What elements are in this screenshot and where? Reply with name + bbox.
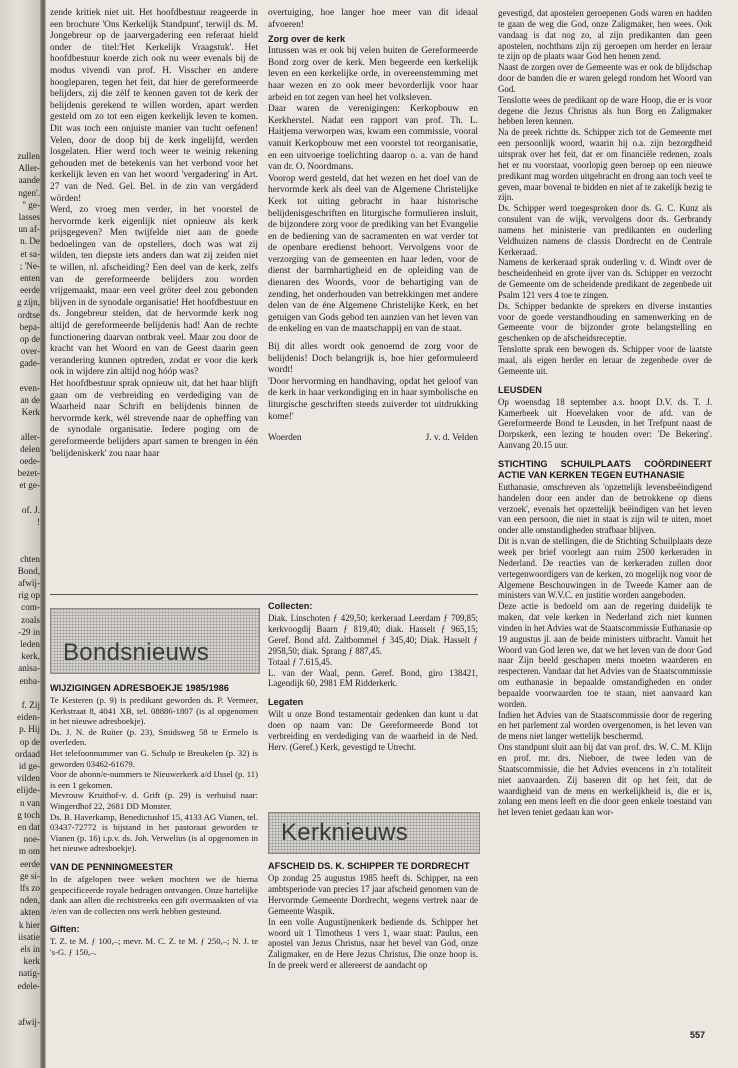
gutter-text-line: ; 'Ne- — [19, 260, 40, 271]
gutter-text-line — [0, 687, 40, 699]
col2-paragraph: Intussen was er ook bij velen buiten de Gereformeerde Bond zorg over de kerk. Men begeerde een kerkelijk leven en een kerkelijke orde, in overeenstemming met haar wezen en zo ook meer bevorderlijk voor haar arbeid en tot zegen van heel het volksleven. — [268, 46, 478, 103]
gutter-text-line: an de — [20, 395, 40, 405]
penningmeester-text: In de afgelopen twee weken mochten we de hierna gespecificeerde royale bedragen ontvangen. Onze hartelijke dank aan allen die rechtstreeks een gift overmaakten of via /e/en van de collecten ons werk hebben gesteund. — [50, 873, 258, 916]
gutter-text-line: aller- — [20, 431, 40, 442]
kerknieuws-section — [268, 858, 478, 1028]
gutter-text-line: natig- — [18, 968, 40, 979]
column-3-article — [498, 8, 712, 1026]
signature-author: J. v. d. Velden — [425, 433, 478, 444]
gutter-text-line: vilden — [17, 773, 40, 784]
gutter-text-line: ge si- — [19, 870, 40, 881]
section-divider — [50, 594, 478, 595]
col3-paragraph: Na de preek richtte ds. Schipper zich tot de Gemeente met een persoonlijk woord, waarin hij o.a. zijn bezorgdheid uitsprak over het feit, dat er om financiële redenen, zoals het er nu voorstaat, voorlopig geen beroep op een nieuwe predikant mag worden uitgebracht en drong aan toch veel te geven, maar bovenal te bidden en niet af te zakelijk bezig te zijn. — [498, 127, 712, 203]
gutter-text-line: even- — [19, 382, 40, 393]
gutter-text-line: enba- — [19, 675, 40, 686]
leusden-heading: LEUSDEN — [498, 384, 542, 395]
gutter-text-line — [0, 1004, 40, 1016]
col1-paragraph: Werd, zo vroeg men verder, in het voorstel de hervormde kerk eigenlijk niet opnieuw als kerk prijsgegeven? Men twijfelde niet aan de goede bedoelingen van de opstellers, doch was wat zij wilden, ten diepste iets anders dan wat zij zeiden niet te willen, nl. afscheiding? Een deel van de kerk, zelfs van de gereformeerde belijders zou worden vrijgemaakt, maar een veel gröter deel zou gebonden blijven in de synodale organisatie! Het hoofdbestuur en ds. Jongebreur stelden, dat de hervormde kerk nog altijd de gereformeerde belijdenis had! Aan de rechte functionering daarvan ontbrak veel. Maar zou door de kracht van het Woord en van de Geest daarin geen verandering kunnen optreden, zodat er voor die kerk ook in wijdere zin altijd nog hóóp was? — [50, 205, 258, 378]
col2-paragraph: Daar waren de verenigingen: Kerkopbouw en Kerkherstel. Nadat een rapport van prof. Th. L. Haitjema verworpen was, kwam een commissie, vooral vanuit Kerkopbouw met een voorstel tot reorganisatie, en een uitvoerige toelichting daarop o. a. van de hand van dr. O. Noordmans. — [268, 104, 478, 173]
col2-quote: 'Door hervorming en handhaving, opdat het geloof van de kerk in haar verkondiging en in haar symbolische en liturgische geschriften steeds zuiverder tot uitdrukking kome!' — [268, 376, 478, 422]
adres-line: Het telefoonnummer van G. Schulp te Breukelen (p. 32) is geworden 03462-61679. — [50, 747, 258, 769]
gutter-text-line: bepa- — [19, 321, 40, 332]
penningmeester-heading: VAN DE PENNINGMEESTER — [50, 861, 173, 872]
gutter-text-line: eerde — [20, 285, 40, 296]
gutter-text-line: p. Hij — [19, 724, 40, 735]
collecten-text: Diak. Linschoten ƒ 429,50; kerkeraad Leerdam ƒ 709,85; kerkvoogdij Baarn ƒ 819,40; diak. Hasselt ƒ 965,15; Geref. Bond afd. Zaltbommel ƒ 345,40; Diak. Hasselt ƒ 2958,50; diak. Sprang ƒ 887,45. — [268, 613, 478, 656]
gutter-text-line: aande — [18, 175, 40, 186]
afscheid-heading: AFSCHEID DS. K. SCHIPPER TE DORDRECHT — [268, 861, 470, 871]
gutter-text-line: kerk — [23, 956, 40, 967]
gutter-text-line: en dat — [17, 822, 40, 832]
collecten-totaal: Totaal ƒ 7.615,45. — [268, 656, 333, 667]
gutter-text-line: " ge- — [22, 199, 40, 210]
col3-paragraph: gevestigd, dat apostelen geroepenen Gods waren en hadden te gaan de weg die God, onze Zaligmaker, hen wees. Ook vandaag is dat nog zo, al zijn predikanten dan geen apostelen, nochthans zijn zij geroepen om herder en leraar te zijn op de plaats waar God hen henen zend. — [498, 8, 712, 62]
euthanasie-paragraph: Indien het Advies van de Staatscommissie door de regering en het parlement zal worden overgenomen, is het leven van de mens niet langer wettelijk beschermd. — [498, 709, 712, 742]
gutter-text-line: ordtse — [17, 309, 40, 320]
giften-text: T. Z. te M. ƒ 100,–; mevr. M. C. Z. te M. ƒ 250,–; N. J. te 's-G. ƒ 150,–. — [50, 936, 258, 957]
gutter-text-line: lasses — [18, 212, 40, 222]
gutter-text-line — [0, 528, 40, 540]
gutter-text-line: els in — [20, 944, 40, 954]
gutter-text-line: k hier — [18, 919, 40, 930]
gutter-text-line: un af- — [18, 224, 40, 235]
gutter-text-line: f. Zij — [21, 700, 40, 710]
gutter-text-line: ! — [36, 517, 40, 527]
gutter-text-line: of. J. — [21, 504, 40, 515]
gutter-text-line: g toch — [17, 809, 40, 820]
col3-paragraph: Naast de zorgen over de Gemeente was er ook de blijdschap door de banden die er waren gelegd rondom het Woord van God. — [498, 62, 712, 94]
previous-page-edge — [0, 0, 44, 1068]
gutter-text-line: over- — [20, 346, 40, 357]
gutter-text-line: zoals — [21, 614, 40, 625]
collecten-heading: Collecten: — [268, 601, 313, 611]
gutter-text-line: op de — [19, 334, 40, 344]
col2-paragraph: Voorop werd gesteld, dat het wezen en het doel van de hervormde kerk als deel van de Algemene Christelijke Kerk tot uiting gebracht in haar historische belijdenisgeschriften en liturgische formulieren insluit, de bijzondere zorg voor de prediking van het Evangelie en de bediening van de sacramenten en wat verder tot de openbare eredienst behoort. Vervolgens voor de verzorging van de gemeenten en haar leden, voor de dienst der barmhartigheid en de opleiding van de dienaren des Woords, voor de behartiging van de zending, het onderhouden van betrekkingen met andere delen van de éne Algemene Christelijke Kerk, en het getuigen van Gods gebod ten aanzien van het leven van de enkeling en van de maatschappij en van de staat. — [268, 173, 478, 335]
gutter-text-line: n van — [19, 797, 40, 808]
col2-intro: overtuiging, hoe langer hoe meer van dit ideaal afvoeren! — [268, 8, 478, 30]
bondsnieuws-section — [50, 680, 258, 1020]
gutter-text-line — [0, 992, 40, 1004]
gutter-text-line: bezet- — [17, 468, 40, 479]
signature — [268, 433, 478, 445]
adres-line: Voor de abonn/e-nummers te Nieuwerkerk a/d IJssel (p. 11) is een 1 gekomen. — [50, 769, 258, 790]
col1-paragraph: zende kritiek niet uit. Het hoofdbestuur reageerde in een brochure 'Ons Kerkelijk Standpunt', terwijl ds. M. Jongebreur op de jaarvergadering een referaat hield onder de titel:'Het Kerkelijk Vraagstuk'. Het hoofdbestuur koerde zich ook nu weer evenals bij de modus vivendi van prof. H. Visscher en andere hooglераren, tegen het feit, dat hier de gereformeerde belijders, zij die zèlf te kennen gaven tot de kerk der belijdenis gerekend te willen worden, apart werden gesteld om zo tot een eigen kerkelijk leven te komen. Dit was toch een onjuiste manier van tucht oefenen! Velen, door de doop bij de kerk ingelijfd, werden losgelaten. Hier werd toch weer te weinig rekening gehouden met de betekenis van het verbond voor het kerkelijk leven en van het woord 'vergadering' in Art. 27 van de Ned. Gel. Bel. in de zin van vergáderd wörden! — [50, 8, 258, 204]
legaten-heading: Legaten — [268, 697, 304, 708]
column-1-article — [50, 8, 258, 593]
euthanasie-paragraph: Dit is n.van de stellingen, die de Stichting Schuilplaats deze week per brief voorlegt aan ruim 2500 kerkeraden in Nederland. De reacties van de kerkeraden zullen door vertegenwoordigers van de kerken, zo mogelijk nog voor de Algemene Beschouwingen in de Tweede Kamer aan de ministers van W.V.C. en justitie worden aangeboden. — [498, 536, 712, 601]
gutter-text-line: m om — [18, 846, 40, 857]
adres-line: Ds. B. Haverkamp, Benedictushof 15, 4133 AG Vianen, tel. 03437-72772 is bijstand in het pastoraat geworden te Vianen (p. 16) i.p.v. ds. Joh. Verwelius (is al opgenomen in het nieuwe adresboekje). — [50, 811, 258, 854]
collecten-section — [268, 598, 478, 808]
gutter-text-line: edele- — [17, 980, 40, 991]
adresboekje-heading: WIJZIGINGEN ADRESBOEKJE 1985/1986 — [50, 683, 229, 693]
legaten-text: Wilt u onze Bond testamentair gedenken dan kunt u dat doen op naam van: De Gereformeerde Bond tot verbreiding en verdediging van de waarheid in de Ned. Herv. (Geref.) Kerk, gevestigd te Utrecht. — [268, 709, 478, 753]
gutter-text-line: rig op — [18, 590, 40, 601]
col3-paragraph: Ds. Schipper bedankte de sprekers en diverse instanties voor de goede verstandhouding en samenwerking en de Gemeente voor de bijzonder grote belangstelling en geschenken op de afscheidsreceptie. — [498, 300, 712, 344]
kerknieuws-banner — [268, 812, 480, 854]
gutter-text-line: afwij- — [18, 1017, 40, 1028]
gutter-text-line: ordaad — [15, 748, 40, 759]
gutter-text-line: elijde- — [16, 785, 40, 796]
giften-heading: Giften: — [50, 924, 80, 935]
kerknieuws-title: Kerknieuws — [281, 819, 409, 846]
gutter-text-line — [0, 418, 40, 430]
gutter-text-line: leden — [20, 639, 40, 649]
gutter-text-line: com- — [21, 602, 40, 613]
gutter-text-line: id ge- — [18, 761, 40, 771]
euthanasie-heading: STICHTING SCHUILPLAATS COÖRDINEERT ACTIE VAN KERKEN TEGEN EUTHANASIE — [498, 458, 712, 480]
page-number: 557 — [690, 1030, 706, 1040]
gutter-text-line: chten — [20, 553, 40, 564]
zorg-heading: Zorg over de kerk — [268, 34, 346, 45]
euthanasie-paragraph: Deze actie is bedoeld om aan de regering duidelijk te maken, dat vele kerken in Nederland zich niet kunnen vinden in het Advies wat de Staatscommissie Euthanasie op 19 augustus jl. aan de beide ministers uitbracht. Vanuit het Woord van God leren we, dat we het leven van de door God naar Zijn beeld geschapen mens moeten waarderen en respecteren. Vandaar dat het Advies van de Staatscommissie om euthanasie in bepaalde omstandigheden en onder bepaalde voorwaarden toe te staan, niet aanvaard kan worden. — [498, 601, 712, 709]
col3-paragraph: Ds. Schipper werd toegesproken door ds. G. C. Kunz als consulent van de wijk, vervolgens door ds. Gerbrandy namens het ministerie van predikanten en ouderling Veldhuizen namens de classis Dordrecht en de Centrale Kerkeraad. — [498, 203, 712, 257]
gutter-text-line: akten — [20, 907, 40, 918]
gutter-text-line: kerk, — [21, 651, 40, 662]
gutter-text-line: eerde — [20, 858, 40, 869]
col3-paragraph: Tenslotte wees de predikant op de ware Hoop, die er is voor degene die Jezus Christus als hun Borg en Zaligmaker hebben leren kennen. — [498, 94, 712, 127]
gutter-text-line: et ge- — [19, 480, 40, 491]
gutter-text-line — [0, 370, 40, 382]
bondsnieuws-title: Bondsnieuws — [63, 639, 210, 666]
gutter-text-line: Bond, — [17, 565, 40, 576]
gutter-text-line: gade- — [19, 358, 40, 369]
gutter-text-line: Aller- — [18, 163, 40, 174]
bondsnieuws-banner — [50, 608, 260, 674]
gutter-text-line — [0, 540, 40, 552]
gutter-text-line: oede- — [19, 456, 40, 466]
gutter-text-line: eiden- — [17, 712, 40, 723]
afscheid-paragraph: Op zondag 25 augustus 1985 heeft ds. Schipper, na een ambtsperiode van precies 17 jaar afscheid genomen van de Hervormde Gemeente Dordrecht, wegens vertrek naar de Gemeente Waspik. — [268, 873, 478, 916]
gutter-text-line: ngen'. — [18, 187, 40, 198]
gutter-text-line: Kerk — [21, 407, 40, 418]
adres-line: Ds. J. N. de Ruiter (p. 23), Smidsweg 58 te Ermelo is overleden. — [50, 726, 258, 748]
gutter-text-line: op de — [19, 736, 40, 747]
gutter-text-line: iisatie — [18, 931, 40, 942]
adres-line: Te Kesteren (p. 9) is predikant geworden ds. P. Vermeer, Kerkstraat 8, 4041 XB, tel. 08886-1807 (is al opgenomen in het nieuwe adresboekje). — [50, 695, 258, 727]
gutter-text-line: lfs zo — [19, 883, 40, 893]
signature-place: Woerden — [268, 433, 302, 444]
euthanasie-paragraph: Euthanasie, omschreven als 'opzettelijk levensbeëindigend handelen door een ander dan de betrokkene op diens verzoek', evenals het opzettelijk beëindigen van het leven van een persoon, die niet in staat is zijn wil te uiten, moet onder alle omstandigheden strafbaar blijven. — [498, 481, 712, 536]
gutter-text-line: -29 in — [18, 626, 40, 637]
gutter-text-line: afwij- — [18, 578, 40, 588]
gutter-text-line: enten — [20, 273, 40, 283]
gutter-text-line: et sa- — [20, 248, 40, 259]
gutter-text-line: n. De — [20, 236, 40, 247]
gutter-text-line: delen — [20, 443, 40, 454]
euthanasie-paragraph: Ons standpunt sluit aan bij dat van prof. drs. W. C. M. Klijn en prof. mr. drs. Nieboer, de twee leden van de Staatscommissie, die het Advies evencens in z'n totaliteit niet aanvaarden. Zij baseren dit op het feit, dat de waardigheid van de mens en werkelijkheid is, die er is, zolang een mens leeft en die door geen enkele toestand van het leven teniet gedaan kan wor- — [498, 742, 712, 818]
gutter-text-line: anisa- — [18, 663, 40, 674]
column-2-article — [268, 8, 478, 588]
collecten-address: L. van der Waal, penn. Geref. Bond, giro 138421, Lagendijk 60, 2981 EM Ridderkerk. — [268, 667, 478, 689]
gutter-text-line — [0, 492, 40, 504]
gutter-text-line: nden, — [19, 895, 40, 906]
col3-paragraph: Namens de kerkeraad sprak ouderling v. d. Windt over de bescheidenheid en grote ijver van ds. Schipper en verzocht de Gemeente om de scheidende predikant de zegenbede uit Psalm 121 vers 4 toe te zingen. — [498, 257, 712, 300]
col1-paragraph: Het hoofdbestuur sprak opnieuw uit, dat het haar blijft gaan om de verbreiding en verdediging van de Waarheid naar Schrift en belijdenis binnen de hervormde kerk, wél strevende naar de opheffing van de synodale organisatie. Iedere poging om de gereformeerde belijders apart samen te brengen in één 'belijdeniskerk' zou naar haar — [50, 379, 258, 459]
gutter-text-line: zullen — [17, 151, 40, 161]
leusden-text: Op woensdag 18 september a.s. hoopt D.V. ds. T. J. Kamerbeek uit Hoevelaken voor de afd. van de Gereformeerde Bond te Leusden, in het Trefpunt naast de Dorpskerk, een lezing te houden over: 'De Bekering'. Aanvang 20.15 uur. — [498, 396, 712, 451]
gutter-text-line: g zijn, — [17, 297, 40, 308]
afscheid-paragraph: In een volle Augustijnenkerk bediende ds. Schipper het woord uit 1 Timotheus 1 vers 1, waar staat: Paulus, een apostel van Jezus Christus, naar het bevel van God, onze Zaligmaker, en de Here Jezus Christus, Die onze hoop is. In de preek werd er allereerst de aandacht op — [268, 916, 478, 971]
col2-paragraph: Bij dit alles wordt ook genoemd de zorg voor de belijdenis! Doch belangrijk is, hoe hier geformuleerd wordt! — [268, 342, 478, 376]
col3-paragraph: Tenslotte sprak een bewogen ds. Schipper voor de laatste maal, als eigen herder en leraar de zegenbede over de Gemeente uit. — [498, 344, 712, 376]
adres-line: Mevrouw Kruithof-v. d. Grift (p. 29) is verhuisd naar: Wingerdhof 22, 2681 DD Monster. — [50, 790, 258, 811]
book-spine — [40, 0, 46, 1068]
gutter-text-line: noe- — [23, 834, 40, 845]
